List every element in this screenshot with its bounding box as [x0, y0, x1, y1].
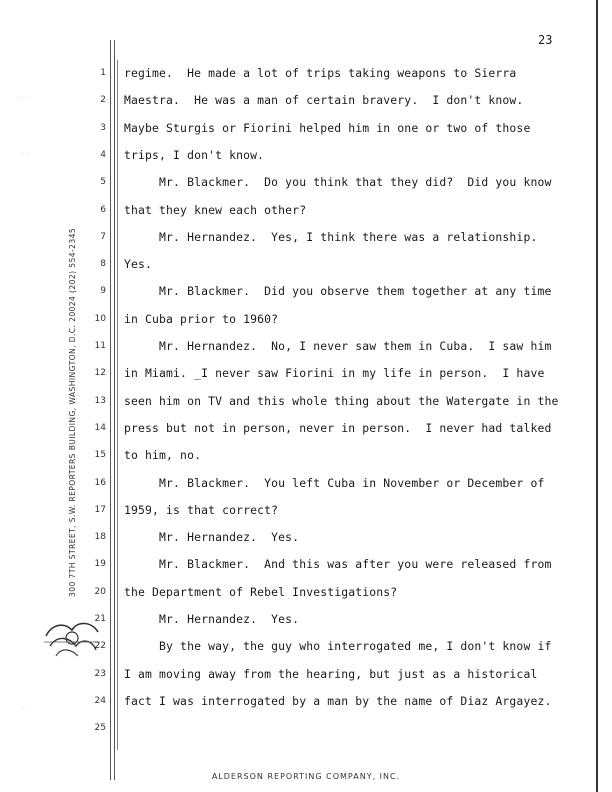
line-number: 4: [100, 149, 106, 160]
transcript-line: Mr. Blackmer. And this was after you were released from: [124, 557, 552, 572]
transcript-line: seen him on TV and this whole thing about the Watergate in the: [124, 393, 559, 408]
line-number: 2: [100, 95, 106, 106]
scan-smudge: ·˙˙·: [20, 152, 30, 159]
line-number: 14: [94, 422, 106, 433]
transcript-line: Mr. Blackmer. You left Cuba in November or December of: [124, 475, 545, 490]
transcript-line: to him, no.: [124, 448, 202, 463]
line-number: 16: [94, 477, 106, 488]
line-number: 8: [100, 259, 106, 270]
transcript-line: Mr. Hernandez. Yes, I think there was a relationship.: [124, 229, 538, 244]
left-margin-rule-inner: [114, 40, 115, 780]
line-number: 25: [94, 723, 106, 734]
line-number: 11: [94, 341, 106, 351]
transcript-line: Maybe Sturgis or Fiorini helped him in one or two of those: [124, 120, 531, 135]
line-number: 20: [94, 586, 106, 597]
transcript-line: Mr. Blackmer. Did you observe them together at any time: [124, 284, 552, 299]
line-number: 5: [100, 177, 106, 188]
line-number: 13: [94, 395, 106, 406]
transcript-line: Mr. Hernandez. Yes.: [124, 530, 300, 545]
transcript-line: Mr. Hernandez. No, I never saw them in Cuba. I saw him: [124, 339, 552, 353]
scan-smudge: ·˙·˙·: [18, 96, 30, 103]
line-number: 19: [94, 559, 106, 570]
line-number: 1: [100, 68, 106, 78]
reporter-address-stamp: 300 7TH STREET, S.W. REPORTERS BUILDING, WASHINGTON, D.C. 20024 (202) 554-2345: [68, 227, 77, 597]
transcript-line: fact I was interrogated by a man by the name of Diaz Argayez.: [124, 693, 552, 708]
line-number: 22: [94, 641, 106, 652]
line-number: 9: [100, 286, 106, 297]
transcript-line: By the way, the guy who interrogated me, I don't know if: [124, 639, 552, 654]
line-number: 10: [94, 313, 106, 324]
left-margin-rule: [110, 40, 111, 780]
line-number: 6: [100, 204, 106, 215]
line-number: 17: [94, 504, 106, 515]
line-number: 3: [100, 122, 106, 133]
transcript-line: that they knew each other?: [124, 202, 307, 217]
transcript-line: in Miami. _I never saw Fiorini in my life in person. I have: [124, 366, 545, 381]
scan-smudge: ·˙·: [22, 706, 29, 713]
line-number: 18: [94, 532, 106, 543]
transcript-line: Mr. Hernandez. Yes.: [124, 612, 300, 626]
line-number: 24: [94, 695, 106, 706]
transcript-line: trips, I don't know.: [124, 147, 265, 162]
transcript-line: 1959, is that correct?: [124, 502, 279, 517]
line-number: 23: [94, 668, 106, 679]
page-number: 23: [538, 33, 553, 47]
transcript-line: Mr. Blackmer. Do you think that they did? Did you know: [124, 175, 552, 190]
page-right-edge: [596, 0, 598, 792]
transcript-line: I am moving away from the hearing, but just as a historical: [124, 666, 538, 681]
line-number: 12: [94, 368, 106, 379]
transcript-line: Maestra. He was a man of certain bravery. I don't know.: [124, 93, 524, 108]
transcript-line: in Cuba prior to 1960?: [124, 311, 279, 326]
line-number: 7: [100, 231, 106, 242]
transcript-line: regime. He made a lot of trips taking weapons to Sierra: [124, 66, 517, 80]
transcript-line: the Department of Rebel Investigations?: [124, 584, 398, 599]
transcript-line: press but not in person, never in person. I never had talked: [124, 420, 552, 435]
line-number: 21: [94, 614, 106, 624]
footer-company: ALDERSON REPORTING COMPANY, INC.: [211, 772, 401, 781]
transcript-line: Yes.: [124, 257, 153, 272]
line-number: 15: [94, 450, 106, 461]
left-margin-rule-faint: [117, 60, 118, 750]
